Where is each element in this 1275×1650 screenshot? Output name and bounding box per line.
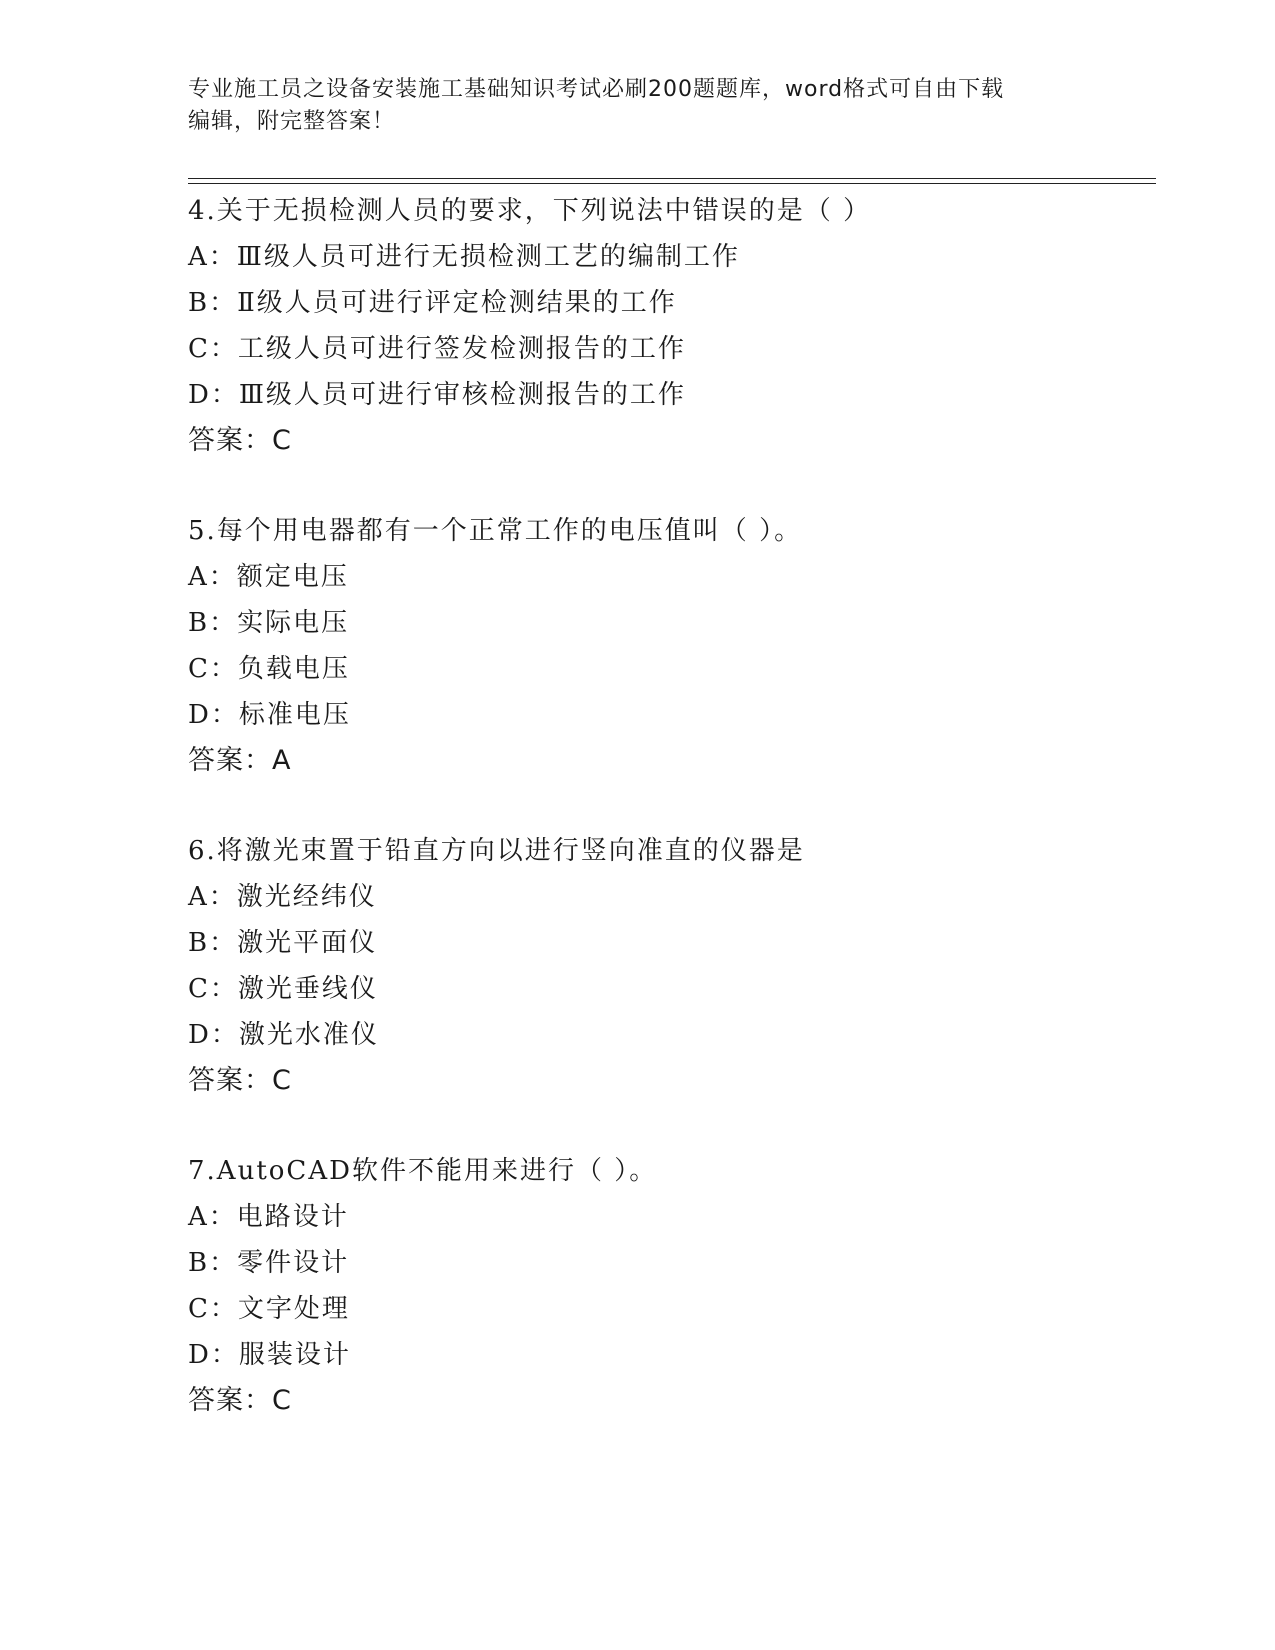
answer: 答案：C bbox=[188, 1065, 292, 1096]
option-a: A：Ⅲ级人员可进行无损检测工艺的编制工作 bbox=[188, 242, 740, 272]
option-a: A：电路设计 bbox=[188, 1202, 349, 1232]
question-stem: 4.关于无损检测人员的要求，下列说法中错误的是（ ） bbox=[188, 196, 872, 226]
option-c: C：文字处理 bbox=[188, 1294, 350, 1324]
option-d: D：标准电压 bbox=[188, 700, 351, 730]
answer: 答案：C bbox=[188, 1385, 292, 1416]
option-a: A：激光经纬仪 bbox=[188, 882, 377, 912]
question-stem: 6.将激光束置于铅直方向以进行竖向准直的仪器是 bbox=[188, 836, 805, 866]
option-c: C：负载电压 bbox=[188, 654, 350, 684]
option-b: B：Ⅱ级人员可进行评定检测结果的工作 bbox=[188, 288, 677, 318]
option-c: C：工级人员可进行签发检测报告的工作 bbox=[188, 334, 686, 364]
option-b: B：激光平面仪 bbox=[188, 928, 378, 958]
question-5 bbox=[188, 508, 1148, 784]
question-6 bbox=[188, 828, 1148, 1104]
option-d: D：服装设计 bbox=[188, 1340, 351, 1370]
option-c: C：激光垂线仪 bbox=[188, 974, 378, 1004]
option-b: B：实际电压 bbox=[188, 608, 350, 638]
question-stem: 5.每个用电器都有一个正常工作的电压值叫（ ）。 bbox=[188, 516, 803, 546]
question-stem: 7.AutoCAD软件不能用来进行（ ）。 bbox=[188, 1156, 658, 1186]
option-b: B：零件设计 bbox=[188, 1248, 350, 1278]
answer: 答案：C bbox=[188, 425, 292, 456]
option-d: D：Ⅲ级人员可进行审核检测报告的工作 bbox=[188, 380, 686, 410]
header-line-1: 专业施工员之设备安装施工基础知识考试必刷200题题库，word格式可自由下载 bbox=[188, 77, 1005, 102]
option-a: A：额定电压 bbox=[188, 562, 349, 592]
header-divider-bottom bbox=[188, 183, 1156, 184]
question-4 bbox=[188, 188, 1148, 464]
document-header bbox=[188, 74, 1088, 138]
header-line-2: 编辑，附完整答案！ bbox=[188, 109, 396, 134]
option-d: D：激光水准仪 bbox=[188, 1020, 379, 1050]
header-divider-top bbox=[188, 178, 1156, 179]
question-7 bbox=[188, 1148, 1148, 1424]
answer: 答案：A bbox=[188, 745, 292, 776]
